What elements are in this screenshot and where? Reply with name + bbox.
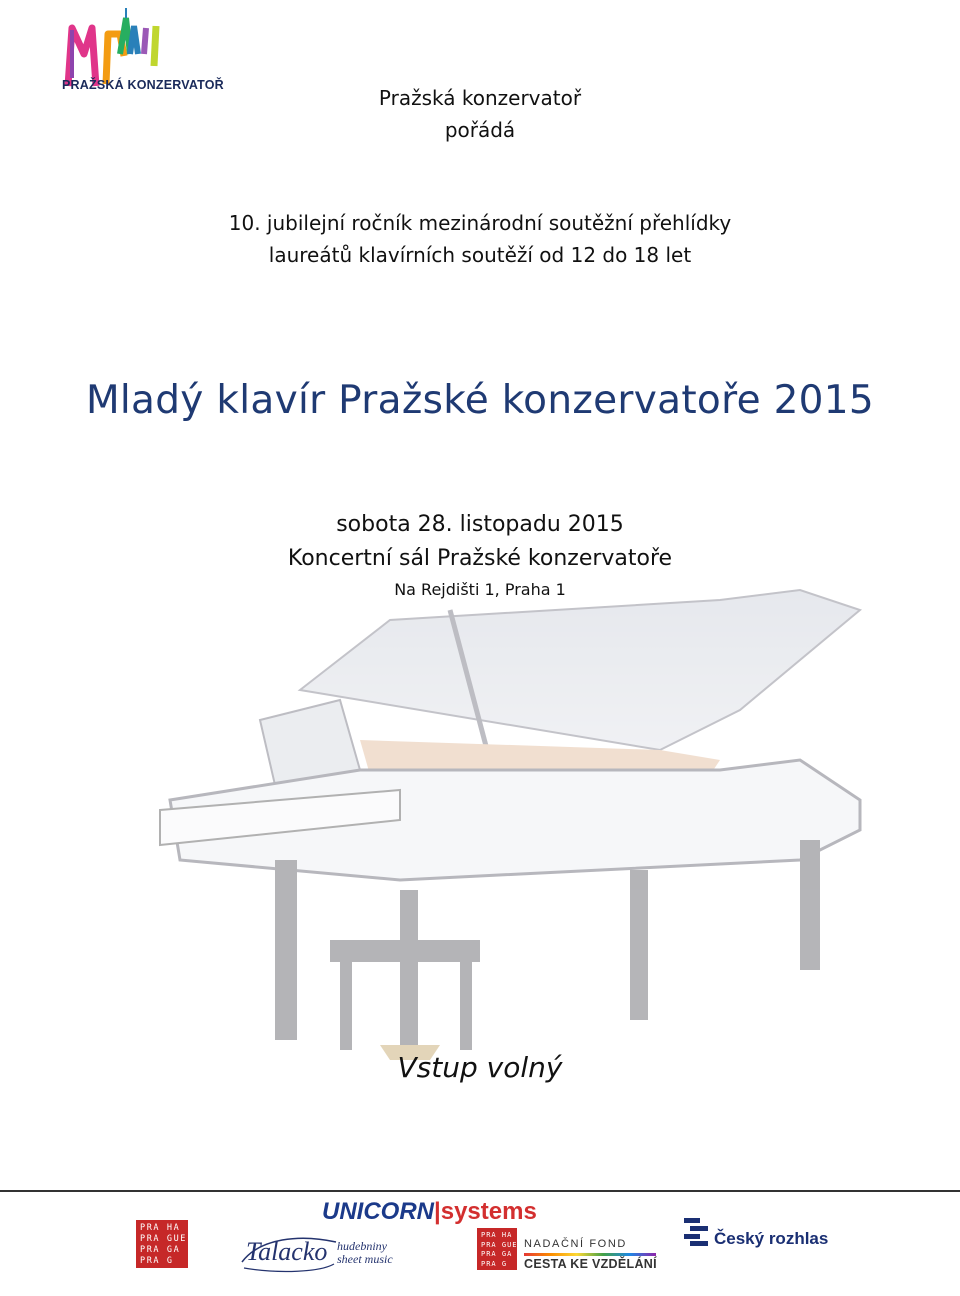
praha-logo-line: PRA HA [140,1223,181,1233]
talacko-sub-line: hudebniny [337,1239,387,1253]
cesta-ke-vzdelani-label: CESTA KE VZDĚLÁNÍ [524,1257,657,1271]
praha-logo-line: PRA HA [481,1231,513,1239]
nadacni-fond-color-bar [524,1253,656,1256]
systems-text: systems [440,1198,537,1225]
praha-logo-line: PRA GA [481,1250,513,1258]
logo-wordmark: PRAŽSKÁ KONZERVATOŘ [62,78,224,92]
organizer-name: Pražská konzervatoř [378,86,582,110]
praha-city-logo [136,1220,188,1268]
event-date: sobota 28. listopadu 2015 [336,512,624,537]
unicorn-text: UNICORN [322,1198,434,1225]
event-subtitle-line1: 10. jubilejní ročník mezinárodní soutěžní přehlídky [228,211,732,235]
cesky-rozhlas-label: Český rozhlas [714,1229,829,1248]
free-entry-note: Vstup volný [397,1051,563,1084]
praha-logo-line: PRA GUE [140,1234,188,1244]
praha-logo-line: PRA G [140,1256,174,1266]
cesky-rozhlas-icon [684,1218,710,1246]
event-venue: Koncertní sál Pražské konzervatoře [287,546,673,571]
praha-logo-line: PRA GA [140,1245,181,1255]
talacko-subtext [337,1240,393,1266]
grand-piano-illustration [100,560,880,1120]
event-subtitle-line2: laureátů klavírních soutěží od 12 do 18 let [268,243,692,267]
unicorn-separator: | [434,1198,441,1225]
talacko-logo-text: Talacko [246,1237,328,1266]
organizer-verb: pořádá [444,118,516,142]
main-title: Mladý klavír Pražské konzervatoře 2015 [85,378,875,423]
event-address: Na Rejdišti 1, Praha 1 [394,580,566,599]
praha-logo-line: PRA G [481,1259,508,1268]
unicorn-systems-logo [322,1198,537,1226]
talacko-sub-line: sheet music [337,1252,393,1266]
footer-divider [0,1190,960,1192]
nadacni-fond-label: NADAČNÍ FOND [524,1238,627,1250]
praha-city-logo-small [477,1228,517,1270]
praha-logo-line: PRA GUE [481,1240,518,1249]
